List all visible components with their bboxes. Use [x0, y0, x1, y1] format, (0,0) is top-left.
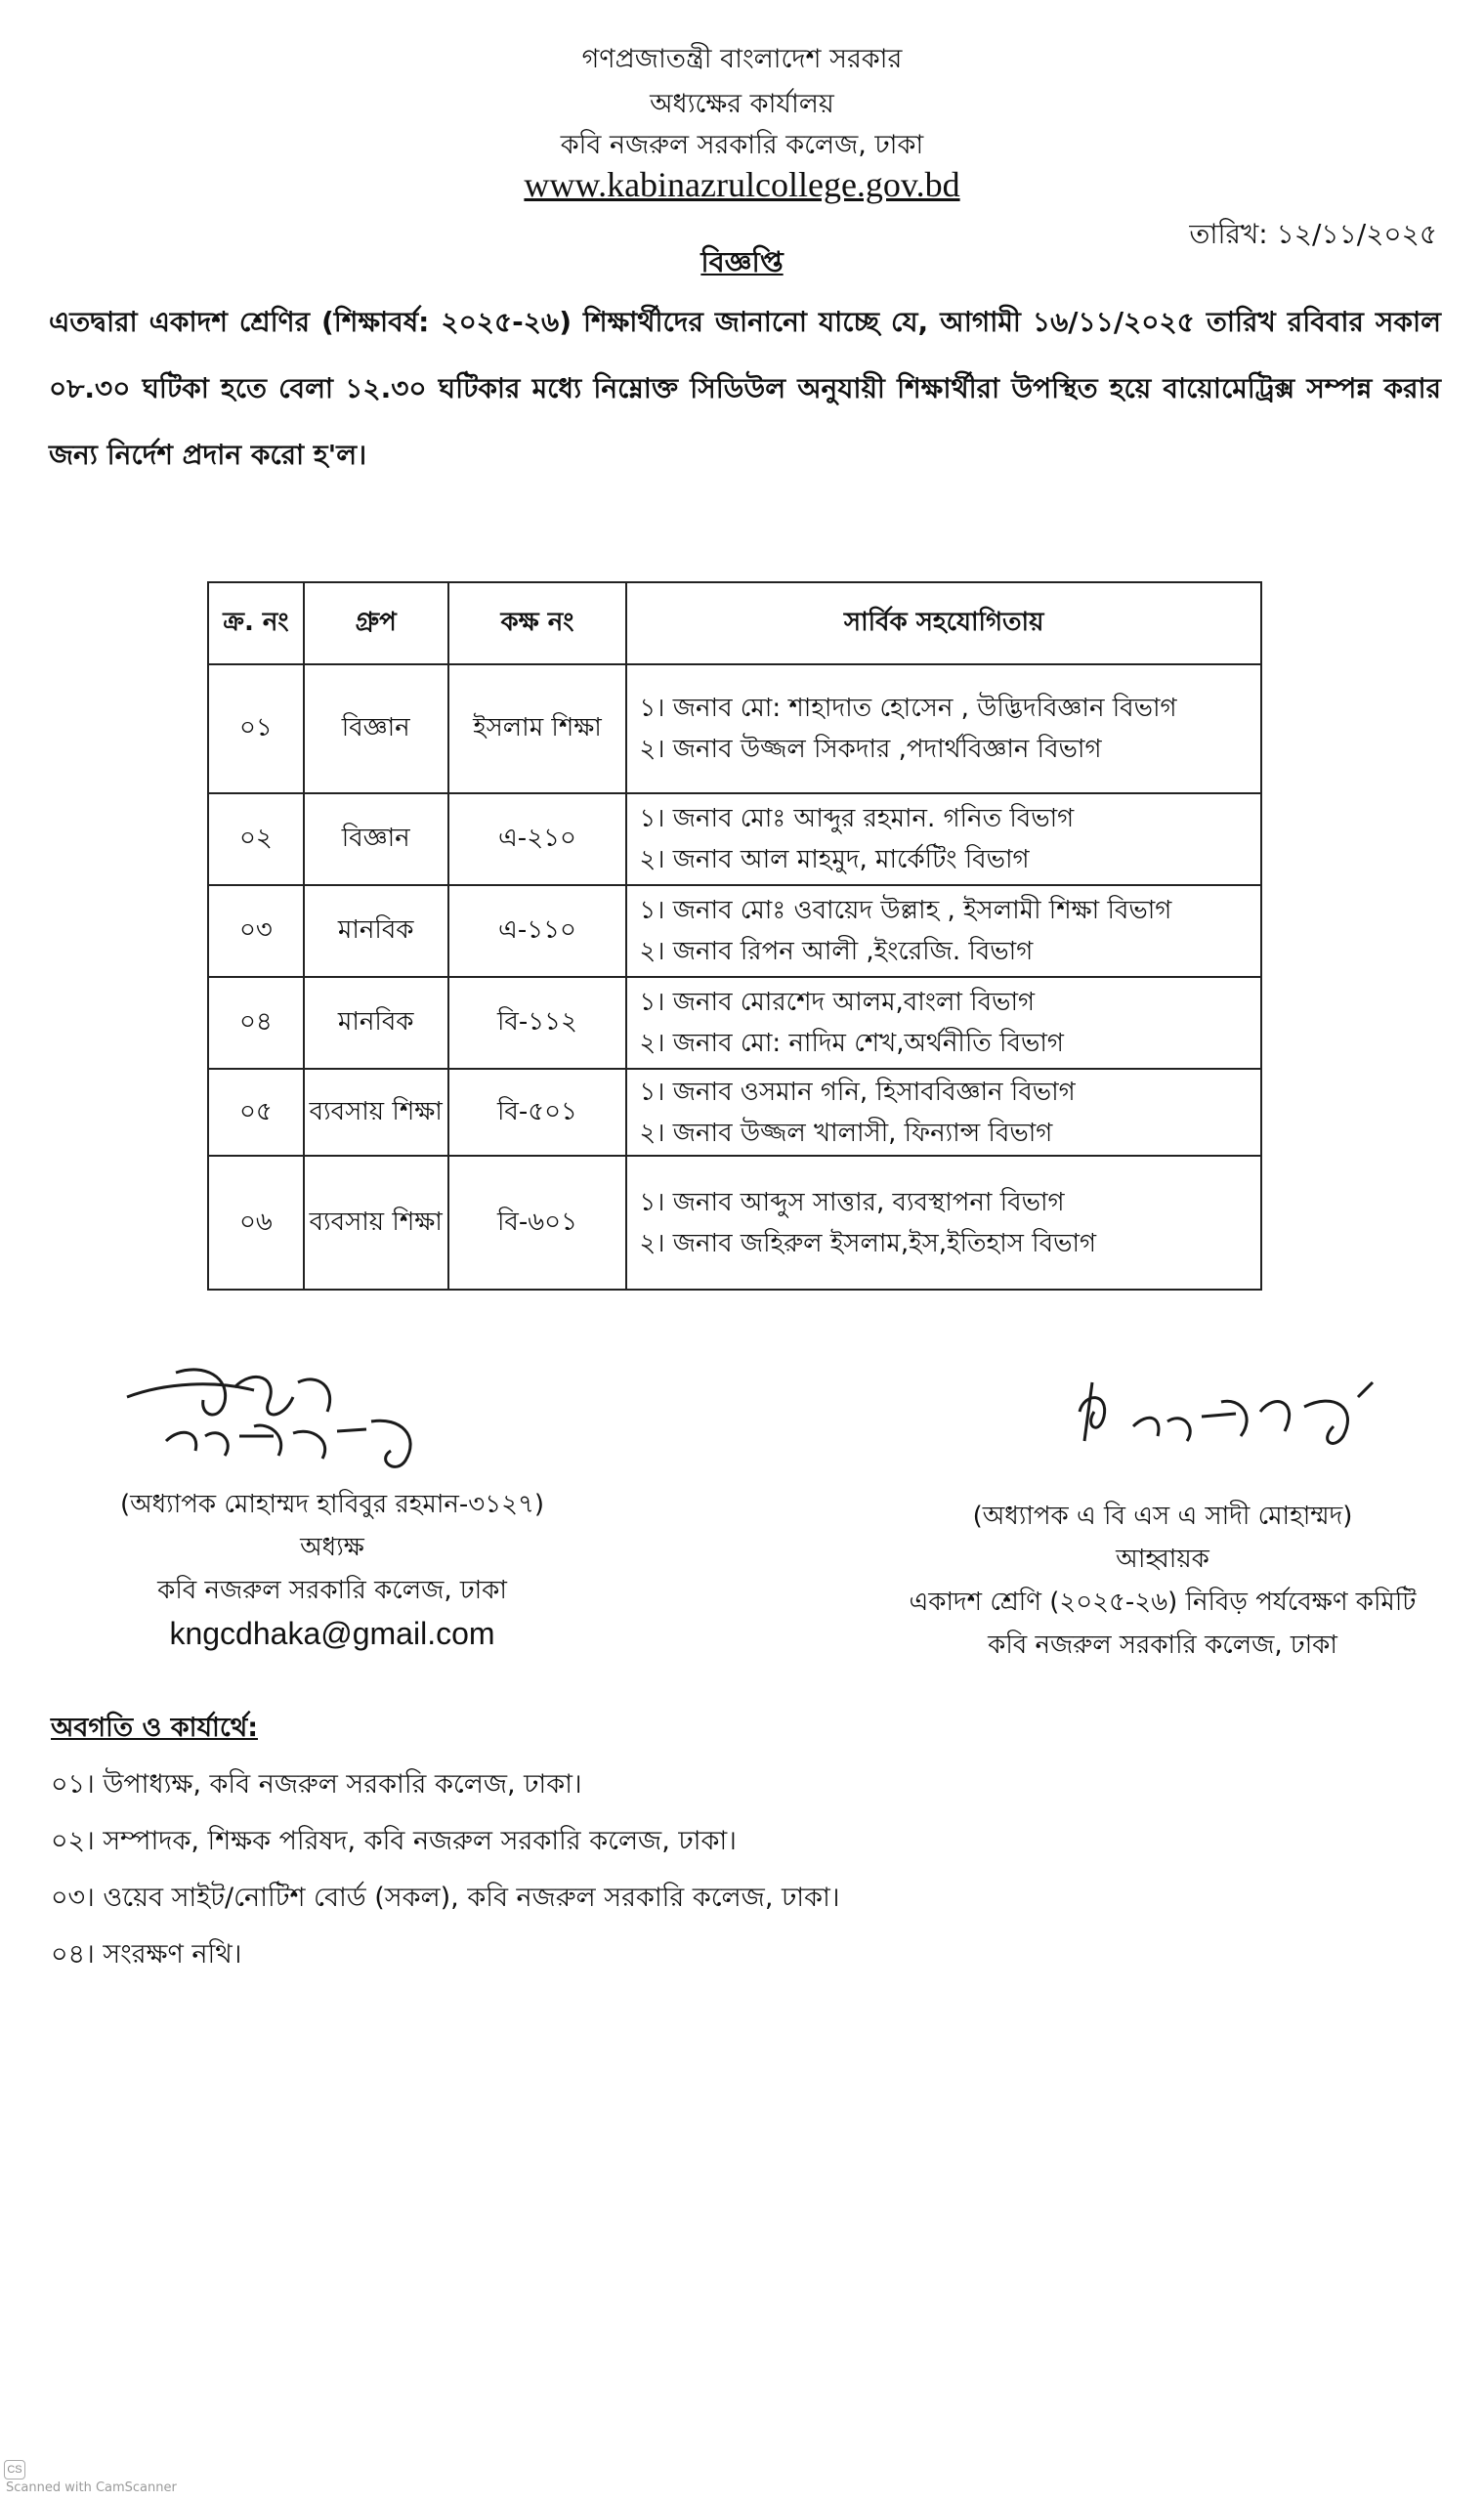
group-cell: মানবিক	[304, 977, 448, 1069]
college-heading: কবি নজরুল সরকারি কলেজ, ঢাকা	[560, 130, 924, 160]
coordinators-cell	[626, 664, 1261, 793]
table-header-row	[208, 582, 1261, 664]
group-cell: বিজ্ঞান	[304, 793, 448, 885]
table-row	[208, 1156, 1261, 1290]
coordinator-2: ২। জনাব উজ্জল সিকদার ,পদার্থবিজ্ঞান বিভাগ	[639, 735, 1102, 764]
convener-name: (অধ্যাপক এ বি এস এ সাদী মোহাম্মদ)	[972, 1502, 1353, 1531]
notice-title: বিজ্ঞপ্তি	[700, 245, 784, 278]
convener-college: কবি নজরুল সরকারি কলেজ, ঢাকা	[988, 1631, 1337, 1660]
header-group: গ্রুপ	[304, 582, 448, 664]
room-cell: ইসলাম শিক্ষা	[448, 664, 627, 793]
coordinator-1: ১। জনাব মোরশেদ আলম,বাংলা বিভাগ	[639, 988, 1036, 1017]
principal-email[interactable]: kngcdhaka@gmail.com	[169, 1616, 495, 1651]
office-heading: অধ্যক্ষের কার্যালয়	[650, 89, 834, 119]
room-cell: এ-২১০	[448, 793, 627, 885]
table-row	[208, 977, 1261, 1069]
table-row	[208, 1069, 1261, 1156]
coordinators-cell	[626, 1156, 1261, 1290]
list-item: ০৩। ওয়েব সাইট/নোটিশ বোর্ড (সকল), কবি নজরুল সরকারি কলেজ, ঢাকা।	[51, 1883, 840, 1913]
principal-college: কবি নজরুল সরকারি কলেজ, ঢাকা	[157, 1576, 507, 1605]
room-cell: এ-১১০	[448, 885, 627, 977]
header-coordinators: সার্বিক সহযোগিতায়	[626, 582, 1261, 664]
notice-body: এতদ্বারা একাদশ শ্রেণির (শিক্ষাবর্ষ: ২০২৫-২৬) শিক্ষার্থীদের জানানো যাচ্ছে যে, আগামী ১৬/১১/২০২৫ তারিখ রবিবার সকাল ০৮.৩০ ঘটিকা হতে বেলা ১২.৩০ ঘটিকার মধ্যে নিম্নোক্ত সিডিউল অনুযায়ী শিক্ষার্থীরা উপস্থিত হয়ে বায়োমেট্রিক্স সম্পন্ন করার জন্য নির্দেশ প্রদান করো হ'ল।	[49, 306, 1441, 471]
room-cell: বি-১১২	[448, 977, 627, 1069]
list-item: ০১। উপাধ্যক্ষ, কবি নজরুল সরকারি কলেজ, ঢাকা।	[51, 1769, 582, 1800]
coordinator-2: ২। জনাব মো: নাদিম শেখ,অর্থনীতি বিভাগ	[639, 1029, 1064, 1058]
coordinators-cell	[626, 1069, 1261, 1156]
principal-name: (অধ্যাপক মোহাম্মদ হাবিবুর রহমান-৩১২৭)	[119, 1490, 545, 1519]
table-row	[208, 885, 1261, 977]
distribution-title: অবগতি ও কার্যার্থে:	[51, 1713, 258, 1743]
distribution-list	[51, 1700, 839, 1983]
coordinators-cell	[626, 885, 1261, 977]
coordinator-1: ১। জনাব মোঃ ওবায়েদ উল্লাহ , ইসলামী শিক্ষা বিভাগ	[639, 896, 1172, 925]
coordinator-2: ২। জনাব উজ্জল খালাসী, ফিন্যান্স বিভাগ	[639, 1118, 1053, 1148]
coordinator-1: ১। জনাব মো: শাহাদাত হোসেন , উদ্ভিদবিজ্ঞান বিভাগ	[639, 694, 1177, 723]
header-serial: ক্র. নং	[208, 582, 304, 664]
group-cell: ব্যবসায় শিক্ষা	[304, 1069, 448, 1156]
coordinator-2: ২। জনাব আল মাহমুদ, মার্কেটিং বিভাগ	[639, 845, 1030, 874]
notice-date: তারিখ: ১২/১১/২০২৫	[1189, 218, 1437, 250]
coordinator-1: ১। জনাব মোঃ আব্দুর রহমান. গনিত বিভাগ	[639, 804, 1075, 833]
room-cell: বি-৬০১	[448, 1156, 627, 1290]
group-cell: ব্যবসায় শিক্ষা	[304, 1156, 448, 1290]
coordinators-cell	[626, 793, 1261, 885]
list-item: ০৪। সংরক্ষণ নথি।	[51, 1939, 242, 1970]
convener-signature	[1065, 1353, 1387, 1480]
list-item: ০২। সম্পাদক, শিক্ষক পরিষদ, কবি নজরুল সরকারি কলেজ, ঢাকা।	[51, 1826, 737, 1856]
table-row	[208, 664, 1261, 793]
header-room: কক্ষ নং	[448, 582, 627, 664]
coordinators-cell	[626, 977, 1261, 1069]
group-cell: বিজ্ঞান	[304, 664, 448, 793]
serial-cell: ০৪	[208, 977, 304, 1069]
coordinator-2: ২। জনাব রিপন আলী ,ইংরেজি. বিভাগ	[639, 937, 1034, 966]
serial-cell: ০৬	[208, 1156, 304, 1290]
committee-name: একাদশ শ্রেণি (২০২৫-২৬) নিবিড় পর্যবেক্ষণ কমিটি	[909, 1588, 1417, 1617]
group-cell: মানবিক	[304, 885, 448, 977]
convener-title: আহ্বায়ক	[1116, 1545, 1209, 1574]
principal-signature	[107, 1343, 459, 1490]
schedule-table	[207, 581, 1262, 1291]
serial-cell: ০৫	[208, 1069, 304, 1156]
government-heading: গণপ্রজাতন্ত্রী বাংলাদেশ সরকার	[581, 44, 903, 74]
room-cell: বি-৫০১	[448, 1069, 627, 1156]
principal-signature-block	[39, 1483, 625, 1655]
scanner-watermark: Scanned with CamScanner	[6, 2480, 177, 2495]
coordinator-1: ১। জনাব ওসমান গনি, হিসাববিজ্ঞান বিভাগ	[639, 1077, 1076, 1107]
table-row	[208, 793, 1261, 885]
website-link[interactable]: www.kabinazrulcollege.gov.bd	[524, 165, 960, 204]
serial-cell: ০১	[208, 664, 304, 793]
coordinator-2: ২। জনাব জহিরুল ইসলাম,ইস,ইতিহাস বিভাগ	[639, 1228, 1097, 1258]
camscanner-logo: CS	[4, 2460, 25, 2480]
serial-cell: ০৩	[208, 885, 304, 977]
principal-title: অধ্যক্ষ	[300, 1533, 364, 1562]
coordinator-1: ১। জনাব আব্দুস সাত্তার, ব্যবস্থাপনা বিভাগ	[639, 1187, 1065, 1217]
serial-cell: ০২	[208, 793, 304, 885]
convener-signature-block	[860, 1495, 1465, 1667]
